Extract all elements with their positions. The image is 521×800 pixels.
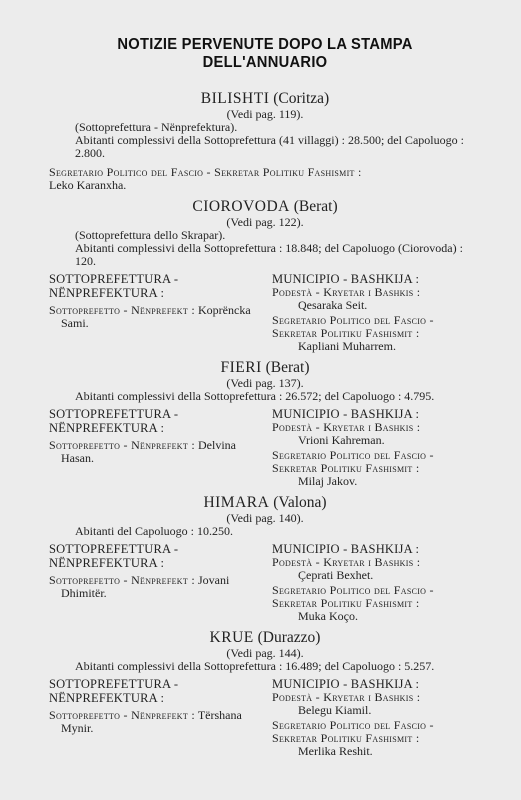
page-reference: (Vedi pag. 122).: [226, 215, 304, 229]
subtitle: (Sottoprefettura - Nënprefektura).: [75, 120, 238, 134]
municipio-heading: MUNICIPIO - BASHKIJA :: [272, 407, 420, 421]
sottoprefettura-column: [49, 677, 258, 758]
secretary-label: Segretario Politico del Fascio - Sekretar Politiku Fashismit :: [272, 313, 434, 340]
subprefect-label: Sottoprefetto - Nënprefekt :: [49, 303, 196, 317]
town-heading: [49, 494, 481, 511]
secretary-name: Leko Karanxha.: [49, 178, 127, 192]
town-name: HIMARA: [203, 494, 270, 511]
subprefect-name: Delvina Hasan.: [61, 438, 237, 465]
municipio-column: [272, 272, 481, 353]
secretary-name: Milaj Jakov.: [298, 474, 358, 488]
town-name: CIOROVODA: [192, 198, 290, 215]
population-text: Abitanti complessivi della Sottoprefettura : 16.489; del Capoluogo : 5.257.: [75, 659, 435, 673]
offices-columns: [49, 677, 481, 758]
podesta-name: Vrioni Kahreman.: [298, 433, 385, 447]
municipio-column: [272, 407, 481, 488]
secretary-label: Segretario Politico del Fascio - Sekretar Politiku Fashismit :: [49, 165, 362, 179]
town-district: (Durazzo): [257, 629, 321, 646]
offices-columns: [49, 407, 481, 488]
sottoprefettura-heading: SOTTOPREFETTURA - NËNPREFEKTURA :: [49, 272, 179, 300]
municipio-heading: MUNICIPIO - BASHKIJA :: [272, 677, 420, 691]
podesta-name: Qesaraka Seit.: [298, 298, 368, 312]
secretary-name: Merlika Reshit.: [298, 744, 373, 758]
page-reference: (Vedi pag. 144).: [226, 646, 304, 660]
town-heading: [49, 629, 481, 646]
sottoprefettura-heading: SOTTOPREFETTURA - NËNPREFEKTURA :: [49, 677, 179, 705]
subprefect-label: Sottoprefetto - Nënprefekt :: [49, 573, 196, 587]
sottoprefettura-column: [49, 272, 258, 353]
population-text: Abitanti del Capoluogo : 10.250.: [75, 524, 233, 538]
podesta-label: Podestà - Kryetar i Bashkis :: [272, 690, 421, 704]
town-name: FIERI: [220, 359, 262, 376]
entry-himara: [49, 494, 481, 623]
population-text: Abitanti complessivi della Sottoprefettura : 18.848; del Capoluogo (Ciorovoda) : 120.: [75, 241, 463, 268]
offices-columns: [49, 272, 481, 353]
sottoprefettura-heading: SOTTOPREFETTURA - NËNPREFEKTURA :: [49, 407, 179, 435]
town-name: BILISHTI: [200, 90, 270, 107]
page-reference: (Vedi pag. 119).: [226, 107, 304, 121]
municipio-heading: MUNICIPIO - BASHKIJA :: [272, 272, 420, 286]
town-name: KRUE: [209, 629, 254, 646]
subtitle: (Sottoprefettura dello Skrapar).: [75, 228, 226, 242]
podesta-name: Belegu Kiamil.: [298, 703, 372, 717]
sottoprefettura-column: [49, 542, 258, 623]
podesta-name: Çeprati Bexhet.: [298, 568, 374, 582]
secretary-name: Kapliani Muharrem.: [298, 339, 396, 353]
town-district: (Berat): [265, 359, 310, 376]
town-district: (Coritza): [273, 90, 330, 107]
municipio-column: [272, 677, 481, 758]
podesta-label: Podestà - Kryetar i Bashkis :: [272, 285, 421, 299]
entry-krue: [49, 629, 481, 758]
page-title: NOTIZIE PERVENUTE DOPO LA STAMPA DELL'ANNUARIO: [117, 36, 413, 71]
podesta-label: Podestà - Kryetar i Bashkis :: [272, 420, 421, 434]
page-reference: (Vedi pag. 137).: [226, 376, 304, 390]
subprefect-name: Koprëncka Sami.: [61, 303, 251, 330]
town-heading: [49, 90, 481, 107]
subprefect-name: Jovani Dhimitër.: [61, 573, 230, 600]
subprefect-label: Sottoprefetto - Nënprefekt :: [49, 708, 196, 722]
subprefect-name: Tërshana Mynir.: [61, 708, 242, 735]
town-district: (Valona): [273, 494, 327, 511]
entry-bilishti: [49, 90, 481, 192]
town-heading: [49, 198, 481, 215]
secretary-label: Segretario Politico del Fascio - Sekretar Politiku Fashismit :: [272, 718, 434, 745]
subprefect-label: Sottoprefetto - Nënprefekt :: [49, 438, 196, 452]
entry-ciorovoda: [49, 198, 481, 353]
sottoprefettura-column: [49, 407, 258, 488]
population-text: Abitanti complessivi della Sottoprefettura (41 villaggi) : 28.500; del Capoluogo : 2.800.: [75, 133, 464, 160]
town-district: (Berat): [293, 198, 338, 215]
offices-columns: [49, 542, 481, 623]
entry-fieri: [49, 359, 481, 488]
secretary-label: Segretario Politico del Fascio - Sekretar Politiku Fashismit :: [272, 583, 434, 610]
podesta-label: Podestà - Kryetar i Bashkis :: [272, 555, 421, 569]
town-heading: [49, 359, 481, 376]
page-reference: (Vedi pag. 140).: [226, 511, 304, 525]
municipio-column: [272, 542, 481, 623]
secretary-name: Muka Koço.: [298, 609, 358, 623]
municipio-heading: MUNICIPIO - BASHKIJA :: [272, 542, 420, 556]
secretary-label: Segretario Politico del Fascio - Sekretar Politiku Fashismit :: [272, 448, 434, 475]
population-text: Abitanti complessivi della Sottoprefettura : 26.572; del Capoluogo : 4.795.: [75, 389, 435, 403]
sottoprefettura-heading: SOTTOPREFETTURA - NËNPREFEKTURA :: [49, 542, 179, 570]
